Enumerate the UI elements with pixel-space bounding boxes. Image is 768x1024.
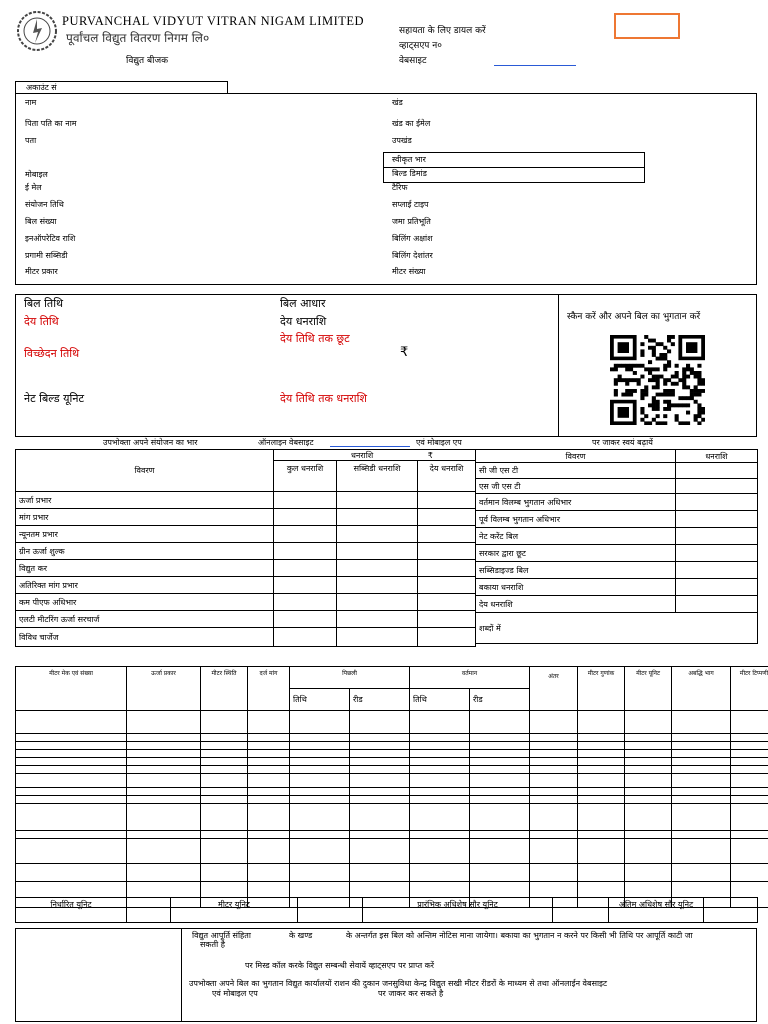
consumer-label-sanctioned-load: स्वीकृत भार [392, 155, 426, 164]
notice-final-notice: के अन्तर्गत इस बिल को अन्तिम नोटिस माना जायेगा। बकाया का भुगतान न करने पर किसी भी तिथि पर आपूर्ति काटी जा [346, 931, 693, 940]
meter-row [16, 742, 768, 750]
meter-row [16, 796, 768, 804]
current-date-header: तिथि [410, 689, 470, 711]
charge-row: विविध चार्जेज [16, 628, 476, 647]
summary-row: पूर्व विलम्ब भुगतान अधिभार [476, 511, 758, 528]
meter-row [16, 766, 768, 774]
summary-row: एस जी एस टी [476, 479, 758, 494]
period-part-header: अबद्धि भाग [672, 667, 731, 711]
consumer-label-father: पिता पति का नाम [25, 119, 77, 128]
right-description-header: विवरण [476, 450, 676, 463]
charge-row: ग्रीन ऊर्जा शुल्क [16, 543, 476, 560]
assessed-units-label: निर्धारित यूनिट [16, 898, 127, 923]
meter-row [16, 711, 768, 734]
meter-reading-table [15, 666, 768, 908]
charges-amount-head: धनराशि [351, 450, 374, 460]
energy-type-header: ऊर्जा प्रकार [127, 667, 201, 711]
meter-row [16, 734, 768, 742]
website-label: वेबसाइट [399, 56, 427, 66]
notice-missed-call: पर मिस्ड कॉल करके विद्युत सम्बन्धी सेवायें व्हाट्सएप पर प्राप्त करें [245, 961, 435, 970]
recorded-demand-header: दर्ज मांग [248, 667, 290, 711]
current-read-header: रीड [470, 689, 530, 711]
meter-row [16, 774, 768, 788]
meter-row [16, 839, 768, 864]
website-link-line[interactable] [494, 65, 576, 66]
total-amount-header: कुल धनराशि [274, 461, 337, 492]
company-name-en: PURVANCHAL VIDYUT VITRAN NIGAM LIMITED [62, 14, 365, 28]
disconnect-date-label: विच्छेदन तिथि [24, 347, 80, 360]
due-amount-label: देय धनराशि [280, 315, 327, 328]
charge-row: कम पीएफ अधिभार [16, 594, 476, 611]
payment-qr-code[interactable] [610, 335, 705, 425]
load-line-website-blank[interactable] [330, 446, 410, 447]
charges-table [15, 449, 476, 647]
consumer-label-connection-date: संयोजन तिथि [25, 200, 64, 209]
consumer-label-division-email: खंड का ईमेल [392, 119, 431, 128]
previous-date-header: तिथि [290, 689, 350, 711]
consumer-label-latitude: बिलिंग अक्षांश [392, 234, 433, 243]
meter-unit-header: मीटर यूनिट [625, 667, 672, 711]
consumer-label-address: पता [25, 136, 37, 145]
summary-row: सरकार द्वारा छूट [476, 545, 758, 562]
rebate-till-due-label: देय तिथि तक छूट [280, 332, 350, 345]
consumer-label-meter-number: मीटर संख्या [392, 267, 426, 276]
charge-row: एलटी मीटरिंग ऊर्जा सरचार्ज [16, 611, 476, 628]
units-summary-table [15, 897, 758, 923]
consumer-label-tariff: टैरिफ [392, 183, 408, 192]
due-date-label: देय तिथि [24, 315, 59, 328]
consumer-label-supply-type: सप्लाई टाइप [392, 200, 429, 209]
meter-row [16, 750, 768, 758]
meter-multiplier-header: मीटर गुणांक [578, 667, 625, 711]
charge-row: विद्युत कर [16, 560, 476, 577]
notice-disconnect: सकती है [200, 940, 225, 949]
consumer-label-email: ई मेल [25, 183, 42, 192]
notice-can-pay: पर जाकर कर सकते है [378, 989, 444, 998]
net-billed-units-label: नेट बिल्ड यूनिट [24, 392, 85, 405]
previous-reading-header: पिछली [290, 667, 410, 689]
meter-row [16, 758, 768, 766]
whatsapp-label: व्हाट्सएप न० [399, 41, 442, 51]
notice-box [15, 928, 757, 1022]
load-line-text-3: एवं मोबाइल एप [416, 438, 462, 447]
load-line-text-1: उपभोक्ता अपने संयोजन का भार [103, 438, 198, 447]
load-line-text-4: पर जाकर स्वयं बढ़ायें [592, 438, 653, 447]
meter-row [16, 831, 768, 839]
bill-basis-label: बिल आधार [280, 297, 326, 310]
meter-row [16, 864, 768, 882]
summary-row: सब्सिडाइज्ड बिल [476, 562, 758, 579]
meter-make-header: मीटर मेक एवं संख्या [16, 667, 127, 711]
notice-payment-modes: उपभोक्ता अपने बिल का भुगतान विद्युत कार्यालयों राशन की दुकान जनसुविधा केन्द्र विद्युत सखी मीटर रीडरों के माध्यम से तथा ऑनलाईन वेबसाइट [189, 979, 608, 988]
help-dial-label: सहायता के लिए डायल करें [399, 26, 486, 36]
notice-section: के खण्ड [289, 931, 313, 940]
payable-amount-header: देय धनराशि [418, 461, 476, 492]
highlight-box [614, 13, 680, 39]
consumer-label-subdivision: उपखंड [392, 136, 412, 145]
notice-mobile-app: एवं मोबाइल एप [212, 989, 258, 998]
charge-row: मांग प्रभार [16, 509, 476, 526]
load-line-text-2: ऑनलाइन वेबसाइट [258, 438, 314, 447]
meter-status-header: मीटर स्थिति [201, 667, 248, 711]
consumer-label-mobile: मोबाइल [25, 170, 48, 179]
document-title: विद्युत बीजक [126, 56, 169, 66]
opening-solar-units-label: प्रारंभिक अधिशेष सौर यूनिट [363, 898, 553, 923]
charge-row: अतिरिक्त मांग प्रभार [16, 577, 476, 594]
notice-supply-code: विद्युत आपूर्ति संहिता [192, 931, 251, 940]
difference-header: अंतर [530, 667, 578, 711]
closing-solar-units-label: अंतिम अधिशेष सौर यूनिट [609, 898, 704, 923]
charge-row: न्यूनतम प्रभार [16, 526, 476, 543]
amount-till-due-label: देय तिथि तक धनराशि [280, 392, 367, 405]
consumer-label-billed-demand: बिल्ड डिमांड [392, 169, 427, 178]
consumer-label-subsidy: प्रगामी सब्सिडी [25, 251, 68, 260]
scan-pay-label: स्कैन करें और अपने बिल का भुगतान करें [567, 312, 701, 322]
charges-rupee-symbol: ₹ [427, 450, 433, 460]
consumer-label-security-deposit: जमा प्रतिभूति [392, 217, 431, 226]
summary-row: बकाया धनराशि [476, 579, 758, 596]
company-logo [16, 10, 58, 52]
consumer-label-meter-type: मीटर प्रकार [25, 267, 58, 276]
amount-in-words-row: शब्दों में [476, 613, 758, 644]
charge-row: ऊर्जा प्रभार [16, 492, 476, 509]
meter-remark-header: मीटर टिप्पणी [731, 667, 768, 711]
consumer-label-division: खंड [392, 98, 403, 107]
company-name-hi: पूर्वांचल विद्युत वितरण निगम लि० [66, 31, 210, 45]
summary-row: देय धनराशि [476, 596, 758, 613]
consumer-label-inoperative: इनऑपरेटिव राशि [25, 234, 76, 243]
consumer-label-bill-number: बिल संख्या [25, 217, 57, 226]
consumer-label-name: नाम [25, 98, 37, 107]
summary-row: नेट करेंट बिल [476, 528, 758, 545]
consumer-info-box [15, 93, 757, 285]
summary-row: वर्तमान विलम्ब भुगतान अधिभार [476, 494, 758, 511]
charges-description-header: विवरण [16, 450, 274, 492]
meter-row [16, 788, 768, 796]
meter-row [16, 804, 768, 831]
subsidy-amount-header: सब्सिडी धनराशि [337, 461, 418, 492]
summary-row: सी जी एस टी [476, 463, 758, 479]
right-amount-header: धनराशि [676, 450, 758, 463]
previous-read-header: रीड [350, 689, 410, 711]
current-reading-header: वर्तमान [410, 667, 530, 689]
consumer-label-longitude: बिलिंग देशांतर [392, 251, 433, 260]
rupee-symbol: ₹ [400, 345, 409, 360]
summary-charges-table [475, 449, 758, 644]
meter-units-label: मीटर यूनिट [171, 898, 298, 923]
account-number-label: अकाउंट सं [26, 83, 57, 92]
bill-date-label: बिल तिथि [24, 297, 64, 310]
